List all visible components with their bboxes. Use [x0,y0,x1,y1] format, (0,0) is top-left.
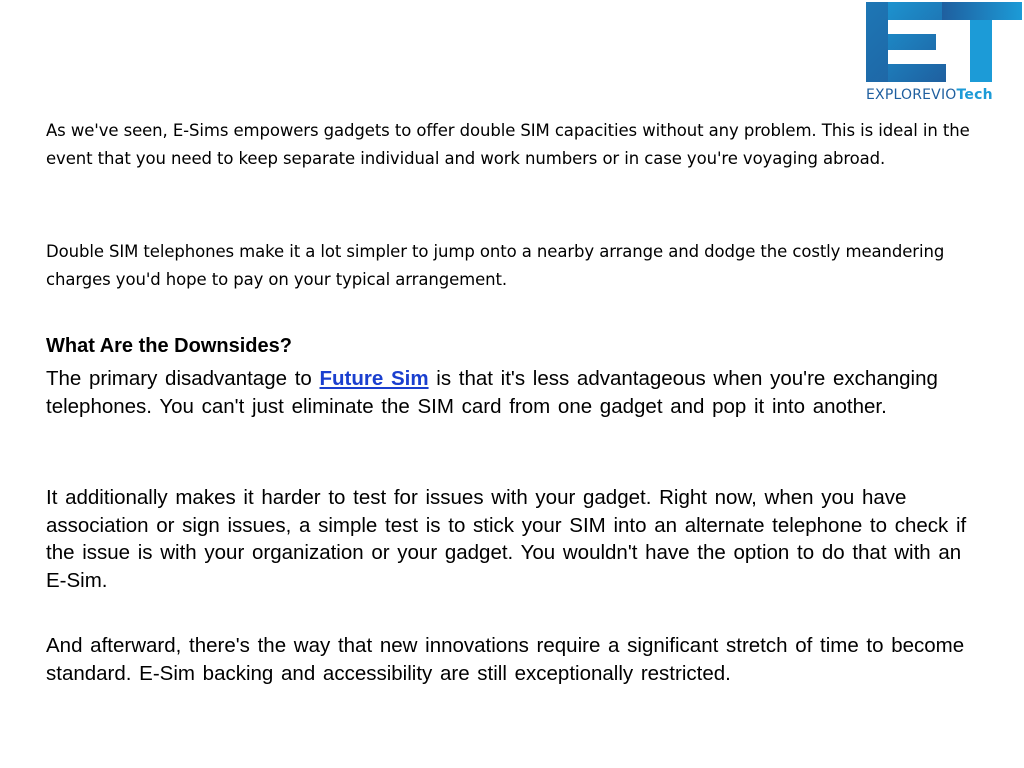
future-sim-link[interactable]: Future Sim [319,367,429,390]
paragraph-roaming: Double SIM telephones make it a lot simpler to jump onto a nearby arrange and dodge the costly meandering charges you'd hope to pay on your typical arrangement. [46,242,945,289]
paragraph-testing-issues: It additionally makes it harder to test for issues with your gadget. Right now, when you have association or sign issues, a simple test is to stick your SIM into an alternate telephone to check if the issue is with your organization or your gadget. You wouldn't have the option to do that with an E-Sim. [46,486,967,592]
paragraph-primary-disadvantage [46,365,976,420]
paragraph-adoption: And afterward, there's the way that new innovations require a significant stretch of time to become standard. E-Sim backing and accessibility are still exceptionally restricted. [46,634,965,685]
explorevio-tech-logo [866,2,1022,106]
logo-wordmark [866,86,1022,104]
section-heading-downsides: What Are the Downsides? [46,335,292,357]
logo-text-explorevio: EXPLOREVIO [866,87,957,103]
et-logo-icon [866,2,1022,86]
paragraph-dual-sim-intro: As we've seen, E-Sims empowers gadgets to offer double SIM capacities without any problem. This is ideal in the event that you need to keep separate individual and work numbers or in case you're voyaging abroad. [46,121,970,168]
logo-text-tech: Tech [956,87,993,103]
paragraph-text: is that it's less advantageous when you're exchanging telephones. You can't just eliminate the SIM card from one gadget and pop it into another. [46,367,938,418]
paragraph-text: The primary disadvantage to [46,367,320,390]
